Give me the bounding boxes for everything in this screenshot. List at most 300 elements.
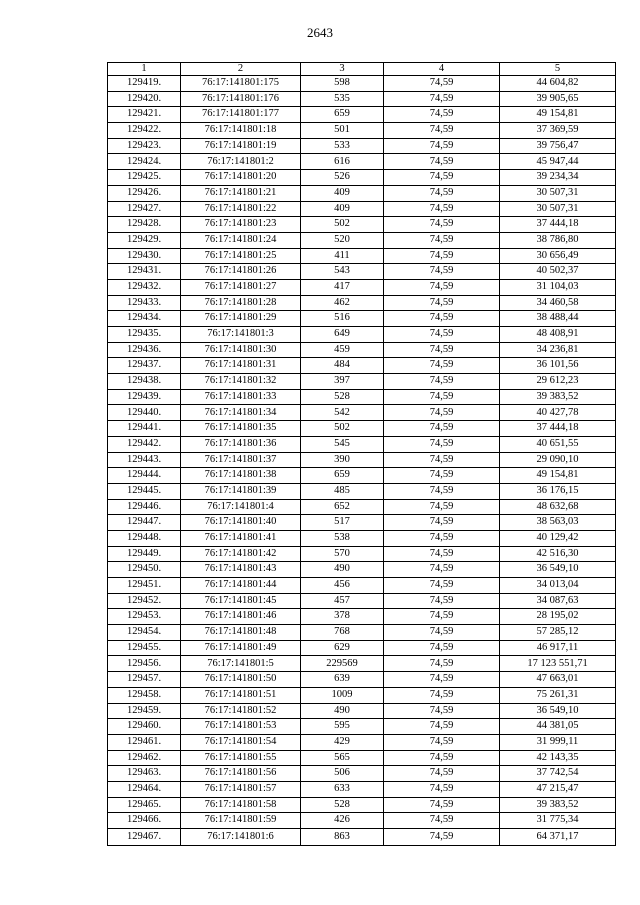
area-cell: 409: [301, 201, 384, 217]
rate-cell: 74,59: [384, 107, 500, 123]
table-row: [108, 358, 616, 374]
cadastral-number-cell: 76:17:141801:54: [181, 734, 301, 750]
table-body: [108, 76, 616, 846]
cadastral-number-cell: 76:17:141801:3: [181, 327, 301, 343]
table-header: [108, 63, 616, 76]
cadastral-number-cell: 76:17:141801:30: [181, 342, 301, 358]
table-row: [108, 530, 616, 546]
rate-cell: 74,59: [384, 358, 500, 374]
cadastral-number-cell: 76:17:141801:53: [181, 719, 301, 735]
area-cell: 490: [301, 562, 384, 578]
rate-cell: 74,59: [384, 829, 500, 846]
row-number-cell: 129425.: [108, 170, 181, 186]
cadastral-number-cell: 76:17:141801:23: [181, 217, 301, 233]
table-row: [108, 703, 616, 719]
rate-cell: 74,59: [384, 515, 500, 531]
cadastral-number-cell: 76:17:141801:56: [181, 766, 301, 782]
area-cell: 542: [301, 405, 384, 421]
rate-cell: 74,59: [384, 781, 500, 797]
cadastral-number-cell: 76:17:141801:38: [181, 468, 301, 484]
table-row: [108, 91, 616, 107]
cadastral-number-cell: 76:17:141801:49: [181, 640, 301, 656]
cadastral-number-cell: 76:17:141801:36: [181, 436, 301, 452]
value-cell: 34 460,58: [500, 295, 616, 311]
rate-cell: 74,59: [384, 734, 500, 750]
table-row: [108, 483, 616, 499]
value-cell: 47 215,47: [500, 781, 616, 797]
area-cell: 526: [301, 170, 384, 186]
cadastral-number-cell: 76:17:141801:29: [181, 311, 301, 327]
value-cell: 75 261,31: [500, 687, 616, 703]
row-number-cell: 129431.: [108, 264, 181, 280]
table-row: [108, 468, 616, 484]
area-cell: 457: [301, 593, 384, 609]
area-cell: 538: [301, 530, 384, 546]
column-header-4: 4: [384, 63, 500, 76]
table-row: [108, 672, 616, 688]
cadastral-number-cell: 76:17:141801:176: [181, 91, 301, 107]
value-cell: 30 507,31: [500, 201, 616, 217]
area-cell: 502: [301, 421, 384, 437]
row-number-cell: 129437.: [108, 358, 181, 374]
rate-cell: 74,59: [384, 766, 500, 782]
row-number-cell: 129448.: [108, 530, 181, 546]
table-row: [108, 76, 616, 92]
value-cell: 49 154,81: [500, 468, 616, 484]
row-number-cell: 129446.: [108, 499, 181, 515]
rate-cell: 74,59: [384, 672, 500, 688]
value-cell: 34 236,81: [500, 342, 616, 358]
value-cell: 48 408,91: [500, 327, 616, 343]
rate-cell: 74,59: [384, 138, 500, 154]
value-cell: 38 488,44: [500, 311, 616, 327]
column-header-2: 2: [181, 63, 301, 76]
rate-cell: 74,59: [384, 327, 500, 343]
table-row: [108, 374, 616, 390]
table-row: [108, 578, 616, 594]
value-cell: 31 999,11: [500, 734, 616, 750]
row-number-cell: 129459.: [108, 703, 181, 719]
table-row: [108, 279, 616, 295]
table-row: [108, 107, 616, 123]
table-row: [108, 750, 616, 766]
rate-cell: 74,59: [384, 640, 500, 656]
value-cell: 28 195,02: [500, 609, 616, 625]
area-cell: 595: [301, 719, 384, 735]
area-cell: 633: [301, 781, 384, 797]
cadastral-number-cell: 76:17:141801:19: [181, 138, 301, 154]
area-cell: 502: [301, 217, 384, 233]
row-number-cell: 129438.: [108, 374, 181, 390]
rate-cell: 74,59: [384, 546, 500, 562]
value-cell: 40 651,55: [500, 436, 616, 452]
row-number-cell: 129435.: [108, 327, 181, 343]
value-cell: 34 013,04: [500, 578, 616, 594]
value-cell: 36 176,15: [500, 483, 616, 499]
cadastral-number-cell: 76:17:141801:26: [181, 264, 301, 280]
row-number-cell: 129447.: [108, 515, 181, 531]
value-cell: 30 656,49: [500, 248, 616, 264]
table-row: [108, 829, 616, 846]
rate-cell: 74,59: [384, 123, 500, 139]
table-row: [108, 421, 616, 437]
cadastral-number-cell: 76:17:141801:177: [181, 107, 301, 123]
value-cell: 37 444,18: [500, 421, 616, 437]
cadastral-number-cell: 76:17:141801:59: [181, 813, 301, 829]
value-cell: 37 742,54: [500, 766, 616, 782]
cadastral-number-cell: 76:17:141801:37: [181, 452, 301, 468]
cadastral-number-cell: 76:17:141801:4: [181, 499, 301, 515]
value-cell: 44 604,82: [500, 76, 616, 92]
data-table: [107, 62, 616, 846]
rate-cell: 74,59: [384, 452, 500, 468]
table-row: [108, 813, 616, 829]
table-row: [108, 797, 616, 813]
value-cell: 39 756,47: [500, 138, 616, 154]
cadastral-number-cell: 76:17:141801:42: [181, 546, 301, 562]
area-cell: 490: [301, 703, 384, 719]
area-cell: 863: [301, 829, 384, 846]
cadastral-number-cell: 76:17:141801:175: [181, 76, 301, 92]
value-cell: 47 663,01: [500, 672, 616, 688]
table-row: [108, 138, 616, 154]
value-cell: 38 563,03: [500, 515, 616, 531]
value-cell: 46 917,11: [500, 640, 616, 656]
cadastral-number-cell: 76:17:141801:2: [181, 154, 301, 170]
table-row: [108, 452, 616, 468]
rate-cell: 74,59: [384, 248, 500, 264]
rate-cell: 74,59: [384, 530, 500, 546]
table-row: [108, 342, 616, 358]
rate-cell: 74,59: [384, 625, 500, 641]
area-cell: 429: [301, 734, 384, 750]
row-number-cell: 129423.: [108, 138, 181, 154]
table-row: [108, 640, 616, 656]
value-cell: 29 090,10: [500, 452, 616, 468]
rate-cell: 74,59: [384, 374, 500, 390]
table-row: [108, 766, 616, 782]
cadastral-number-cell: 76:17:141801:40: [181, 515, 301, 531]
value-cell: 42 143,35: [500, 750, 616, 766]
cadastral-number-cell: 76:17:141801:41: [181, 530, 301, 546]
table-row: [108, 515, 616, 531]
row-number-cell: 129456.: [108, 656, 181, 672]
rate-cell: 74,59: [384, 750, 500, 766]
cadastral-number-cell: 76:17:141801:27: [181, 279, 301, 295]
row-number-cell: 129452.: [108, 593, 181, 609]
area-cell: 501: [301, 123, 384, 139]
column-header-1: 1: [108, 63, 181, 76]
row-number-cell: 129466.: [108, 813, 181, 829]
value-cell: 44 381,05: [500, 719, 616, 735]
table-row: [108, 170, 616, 186]
cadastral-number-cell: 76:17:141801:5: [181, 656, 301, 672]
area-cell: 535: [301, 91, 384, 107]
area-cell: 426: [301, 813, 384, 829]
area-cell: 520: [301, 232, 384, 248]
row-number-cell: 129458.: [108, 687, 181, 703]
rate-cell: 74,59: [384, 279, 500, 295]
rate-cell: 74,59: [384, 719, 500, 735]
column-header-3: 3: [301, 63, 384, 76]
row-number-cell: 129457.: [108, 672, 181, 688]
area-cell: 652: [301, 499, 384, 515]
rate-cell: 74,59: [384, 91, 500, 107]
cadastral-number-cell: 76:17:141801:46: [181, 609, 301, 625]
value-cell: 45 947,44: [500, 154, 616, 170]
value-cell: 39 383,52: [500, 389, 616, 405]
table-row: [108, 719, 616, 735]
area-cell: 506: [301, 766, 384, 782]
row-number-cell: 129467.: [108, 829, 181, 846]
value-cell: 49 154,81: [500, 107, 616, 123]
table-row: [108, 264, 616, 280]
value-cell: 48 632,68: [500, 499, 616, 515]
row-number-cell: 129449.: [108, 546, 181, 562]
table-row: [108, 734, 616, 750]
area-cell: 659: [301, 107, 384, 123]
value-cell: 64 371,17: [500, 829, 616, 846]
cadastral-number-cell: 76:17:141801:25: [181, 248, 301, 264]
row-number-cell: 129453.: [108, 609, 181, 625]
area-cell: 459: [301, 342, 384, 358]
table-row: [108, 609, 616, 625]
area-cell: 397: [301, 374, 384, 390]
area-cell: 409: [301, 185, 384, 201]
row-number-cell: 129454.: [108, 625, 181, 641]
rate-cell: 74,59: [384, 76, 500, 92]
cadastral-number-cell: 76:17:141801:48: [181, 625, 301, 641]
rate-cell: 74,59: [384, 578, 500, 594]
cadastral-number-cell: 76:17:141801:32: [181, 374, 301, 390]
cadastral-number-cell: 76:17:141801:6: [181, 829, 301, 846]
rate-cell: 74,59: [384, 813, 500, 829]
row-number-cell: 129444.: [108, 468, 181, 484]
value-cell: 39 234,34: [500, 170, 616, 186]
rate-cell: 74,59: [384, 170, 500, 186]
row-number-cell: 129432.: [108, 279, 181, 295]
cadastral-number-cell: 76:17:141801:24: [181, 232, 301, 248]
cadastral-number-cell: 76:17:141801:35: [181, 421, 301, 437]
row-number-cell: 129463.: [108, 766, 181, 782]
table-row: [108, 295, 616, 311]
rate-cell: 74,59: [384, 468, 500, 484]
row-number-cell: 129465.: [108, 797, 181, 813]
area-cell: 485: [301, 483, 384, 499]
table-row: [108, 123, 616, 139]
row-number-cell: 129436.: [108, 342, 181, 358]
table-row: [108, 625, 616, 641]
area-cell: 598: [301, 76, 384, 92]
cadastral-number-cell: 76:17:141801:43: [181, 562, 301, 578]
cadastral-number-cell: 76:17:141801:20: [181, 170, 301, 186]
row-number-cell: 129455.: [108, 640, 181, 656]
row-number-cell: 129433.: [108, 295, 181, 311]
row-number-cell: 129441.: [108, 421, 181, 437]
row-number-cell: 129442.: [108, 436, 181, 452]
rate-cell: 74,59: [384, 593, 500, 609]
value-cell: 36 549,10: [500, 562, 616, 578]
value-cell: 36 549,10: [500, 703, 616, 719]
rate-cell: 74,59: [384, 797, 500, 813]
area-cell: 543: [301, 264, 384, 280]
area-cell: 378: [301, 609, 384, 625]
area-cell: 229569: [301, 656, 384, 672]
cadastral-number-cell: 76:17:141801:45: [181, 593, 301, 609]
table-row: [108, 656, 616, 672]
value-cell: 38 786,80: [500, 232, 616, 248]
table-row: [108, 593, 616, 609]
table-row: [108, 154, 616, 170]
rate-cell: 74,59: [384, 656, 500, 672]
area-cell: 528: [301, 797, 384, 813]
area-cell: 533: [301, 138, 384, 154]
value-cell: 37 444,18: [500, 217, 616, 233]
table-row: [108, 781, 616, 797]
rate-cell: 74,59: [384, 405, 500, 421]
row-number-cell: 129428.: [108, 217, 181, 233]
rate-cell: 74,59: [384, 687, 500, 703]
cadastral-number-cell: 76:17:141801:44: [181, 578, 301, 594]
row-number-cell: 129461.: [108, 734, 181, 750]
table-row: [108, 248, 616, 264]
cadastral-number-cell: 76:17:141801:33: [181, 389, 301, 405]
value-cell: 31 775,34: [500, 813, 616, 829]
table-row: [108, 201, 616, 217]
row-number-cell: 129440.: [108, 405, 181, 421]
rate-cell: 74,59: [384, 311, 500, 327]
cadastral-number-cell: 76:17:141801:39: [181, 483, 301, 499]
value-cell: 40 129,42: [500, 530, 616, 546]
row-number-cell: 129420.: [108, 91, 181, 107]
cadastral-number-cell: 76:17:141801:31: [181, 358, 301, 374]
rate-cell: 74,59: [384, 421, 500, 437]
row-number-cell: 129434.: [108, 311, 181, 327]
rate-cell: 74,59: [384, 703, 500, 719]
rate-cell: 74,59: [384, 499, 500, 515]
area-cell: 1009: [301, 687, 384, 703]
value-cell: 29 612,23: [500, 374, 616, 390]
rate-cell: 74,59: [384, 232, 500, 248]
rate-cell: 74,59: [384, 217, 500, 233]
area-cell: 528: [301, 389, 384, 405]
area-cell: 462: [301, 295, 384, 311]
area-cell: 649: [301, 327, 384, 343]
value-cell: 39 905,65: [500, 91, 616, 107]
cadastral-number-cell: 76:17:141801:57: [181, 781, 301, 797]
row-number-cell: 129427.: [108, 201, 181, 217]
row-number-cell: 129460.: [108, 719, 181, 735]
value-cell: 31 104,03: [500, 279, 616, 295]
row-number-cell: 129439.: [108, 389, 181, 405]
table-row: [108, 389, 616, 405]
table-row: [108, 311, 616, 327]
value-cell: 17 123 551,71: [500, 656, 616, 672]
value-cell: 30 507,31: [500, 185, 616, 201]
value-cell: 40 502,37: [500, 264, 616, 280]
table-row: [108, 562, 616, 578]
cadastral-number-cell: 76:17:141801:58: [181, 797, 301, 813]
column-header-5: 5: [500, 63, 616, 76]
row-number-cell: 129462.: [108, 750, 181, 766]
row-number-cell: 129421.: [108, 107, 181, 123]
area-cell: 545: [301, 436, 384, 452]
cadastral-number-cell: 76:17:141801:21: [181, 185, 301, 201]
table-row: [108, 499, 616, 515]
table-row: [108, 232, 616, 248]
cadastral-number-cell: 76:17:141801:34: [181, 405, 301, 421]
area-cell: 768: [301, 625, 384, 641]
area-cell: 456: [301, 578, 384, 594]
value-cell: 34 087,63: [500, 593, 616, 609]
row-number-cell: 129445.: [108, 483, 181, 499]
table-row: [108, 546, 616, 562]
area-cell: 484: [301, 358, 384, 374]
area-cell: 390: [301, 452, 384, 468]
header-row: [108, 63, 616, 76]
rate-cell: 74,59: [384, 201, 500, 217]
cadastral-number-cell: 76:17:141801:52: [181, 703, 301, 719]
rate-cell: 74,59: [384, 436, 500, 452]
table-row: [108, 217, 616, 233]
rate-cell: 74,59: [384, 342, 500, 358]
area-cell: 629: [301, 640, 384, 656]
rate-cell: 74,59: [384, 609, 500, 625]
row-number-cell: 129443.: [108, 452, 181, 468]
cadastral-number-cell: 76:17:141801:28: [181, 295, 301, 311]
area-cell: 570: [301, 546, 384, 562]
rate-cell: 74,59: [384, 295, 500, 311]
table-row: [108, 327, 616, 343]
value-cell: 42 516,30: [500, 546, 616, 562]
row-number-cell: 129426.: [108, 185, 181, 201]
rate-cell: 74,59: [384, 562, 500, 578]
value-cell: 40 427,78: [500, 405, 616, 421]
rate-cell: 74,59: [384, 154, 500, 170]
area-cell: 659: [301, 468, 384, 484]
cadastral-number-cell: 76:17:141801:50: [181, 672, 301, 688]
cadastral-number-cell: 76:17:141801:22: [181, 201, 301, 217]
row-number-cell: 129429.: [108, 232, 181, 248]
area-cell: 411: [301, 248, 384, 264]
value-cell: 57 285,12: [500, 625, 616, 641]
row-number-cell: 129464.: [108, 781, 181, 797]
area-cell: 616: [301, 154, 384, 170]
value-cell: 37 369,59: [500, 123, 616, 139]
cadastral-number-cell: 76:17:141801:51: [181, 687, 301, 703]
row-number-cell: 129419.: [108, 76, 181, 92]
cadastral-number-cell: 76:17:141801:18: [181, 123, 301, 139]
rate-cell: 74,59: [384, 264, 500, 280]
table-row: [108, 405, 616, 421]
row-number-cell: 129422.: [108, 123, 181, 139]
row-number-cell: 129430.: [108, 248, 181, 264]
area-cell: 516: [301, 311, 384, 327]
rate-cell: 74,59: [384, 483, 500, 499]
area-cell: 517: [301, 515, 384, 531]
area-cell: 565: [301, 750, 384, 766]
page-number: 2643: [307, 25, 333, 40]
area-cell: 417: [301, 279, 384, 295]
value-cell: 36 101,56: [500, 358, 616, 374]
row-number-cell: 129424.: [108, 154, 181, 170]
rate-cell: 74,59: [384, 185, 500, 201]
row-number-cell: 129451.: [108, 578, 181, 594]
row-number-cell: 129450.: [108, 562, 181, 578]
cadastral-number-cell: 76:17:141801:55: [181, 750, 301, 766]
value-cell: 39 383,52: [500, 797, 616, 813]
rate-cell: 74,59: [384, 389, 500, 405]
